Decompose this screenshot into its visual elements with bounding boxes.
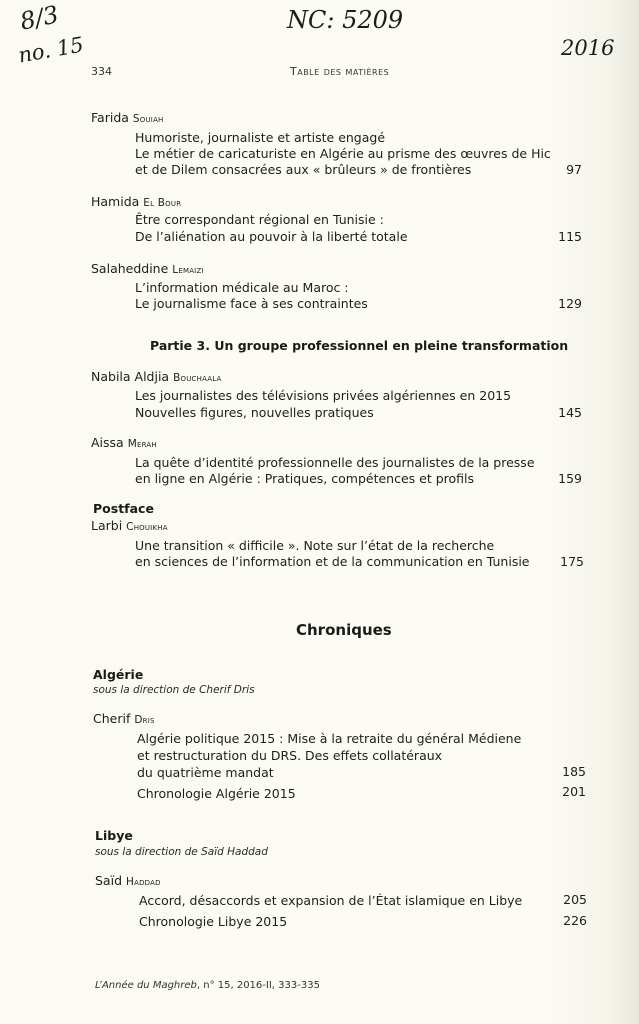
running-title: Table des matières bbox=[290, 65, 390, 78]
chroniques-heading: Chroniques bbox=[296, 621, 392, 639]
toc-author: Larbi Chouikha bbox=[91, 518, 168, 533]
toc-author: Farida Souiah bbox=[91, 110, 164, 125]
toc-page-number: 226 bbox=[563, 913, 587, 928]
toc-author: Salaheddine Lemaizi bbox=[91, 261, 204, 276]
handwritten-note-left-2: no. 15 bbox=[16, 32, 86, 68]
country-heading-libye: Libye bbox=[95, 828, 133, 843]
toc-title-line: en ligne en Algérie : Pratiques, compétences et profils bbox=[135, 471, 475, 486]
handwritten-note-left-1: 8/3 bbox=[17, 0, 62, 36]
page-number: 334 bbox=[91, 65, 112, 78]
toc-page-number: 115 bbox=[558, 229, 582, 244]
toc-title-line: du quatrième mandat bbox=[137, 765, 274, 780]
postface-heading: Postface bbox=[93, 501, 154, 516]
toc-title-line: Être correspondant régional en Tunisie : bbox=[135, 212, 384, 227]
toc-page-number: 201 bbox=[562, 784, 586, 799]
toc-title-line: et de Dilem consacrées aux « brûleurs » de frontières bbox=[135, 162, 472, 177]
toc-title-line: Nouvelles figures, nouvelles pratiques bbox=[135, 405, 374, 420]
direction-note: sous la direction de Cherif Dris bbox=[93, 684, 255, 696]
page-footer: L’Année du Maghreb, n° 15, 2016-II, 333-335 bbox=[95, 980, 320, 991]
country-heading-algerie: Algérie bbox=[93, 667, 144, 682]
toc-title-line: Le métier de caricaturiste en Algérie au prisme des œuvres de Hic bbox=[135, 146, 551, 161]
handwritten-year: 2016 bbox=[561, 36, 615, 60]
toc-author: Aissa Merah bbox=[91, 435, 157, 450]
toc-author: Nabila Aldjia Bouchaala bbox=[91, 369, 222, 384]
toc-page-number: 175 bbox=[560, 554, 584, 569]
toc-title-line: Algérie politique 2015 : Mise à la retraite du général Médiene bbox=[137, 731, 522, 746]
toc-title-line: L’information médicale au Maroc : bbox=[135, 280, 349, 295]
toc-title-line: La quête d’identité professionnelle des journalistes de la presse bbox=[135, 455, 535, 470]
toc-author: Cherif Dris bbox=[93, 711, 155, 726]
toc-page-number: 97 bbox=[566, 162, 582, 177]
section-heading-part3: Partie 3. Un groupe professionnel en pleine transformation bbox=[150, 338, 569, 353]
toc-title-line: Une transition « difficile ». Note sur l’état de la recherche bbox=[135, 538, 495, 553]
toc-title-line: Le journalisme face à ses contraintes bbox=[135, 296, 368, 311]
toc-author: Hamida El Bour bbox=[91, 194, 182, 209]
toc-title-line: Chronologie Algérie 2015 bbox=[137, 786, 296, 801]
toc-title-line: Accord, désaccords et expansion de l’État islamique en Libye bbox=[139, 893, 523, 908]
toc-title-line: Chronologie Libye 2015 bbox=[139, 914, 288, 929]
toc-page-number: 205 bbox=[563, 892, 587, 907]
toc-title-line: en sciences de l’information et de la communication en Tunisie bbox=[135, 554, 530, 569]
toc-page-number: 129 bbox=[558, 296, 582, 311]
toc-page-number: 145 bbox=[558, 405, 582, 420]
toc-title-line: De l’aliénation au pouvoir à la liberté totale bbox=[135, 229, 408, 244]
toc-title-line: et restructuration du DRS. Des effets collatéraux bbox=[137, 748, 443, 763]
toc-title-line: Humoriste, journaliste et artiste engagé bbox=[135, 130, 386, 145]
direction-note: sous la direction de Saïd Haddad bbox=[95, 846, 268, 858]
handwritten-call-number: NC: 5209 bbox=[287, 6, 404, 34]
toc-title-line: Les journalistes des télévisions privées algériennes en 2015 bbox=[135, 388, 512, 403]
toc-author: Saïd Haddad bbox=[95, 873, 161, 888]
toc-page-number: 185 bbox=[562, 764, 586, 779]
toc-page-number: 159 bbox=[558, 471, 582, 486]
